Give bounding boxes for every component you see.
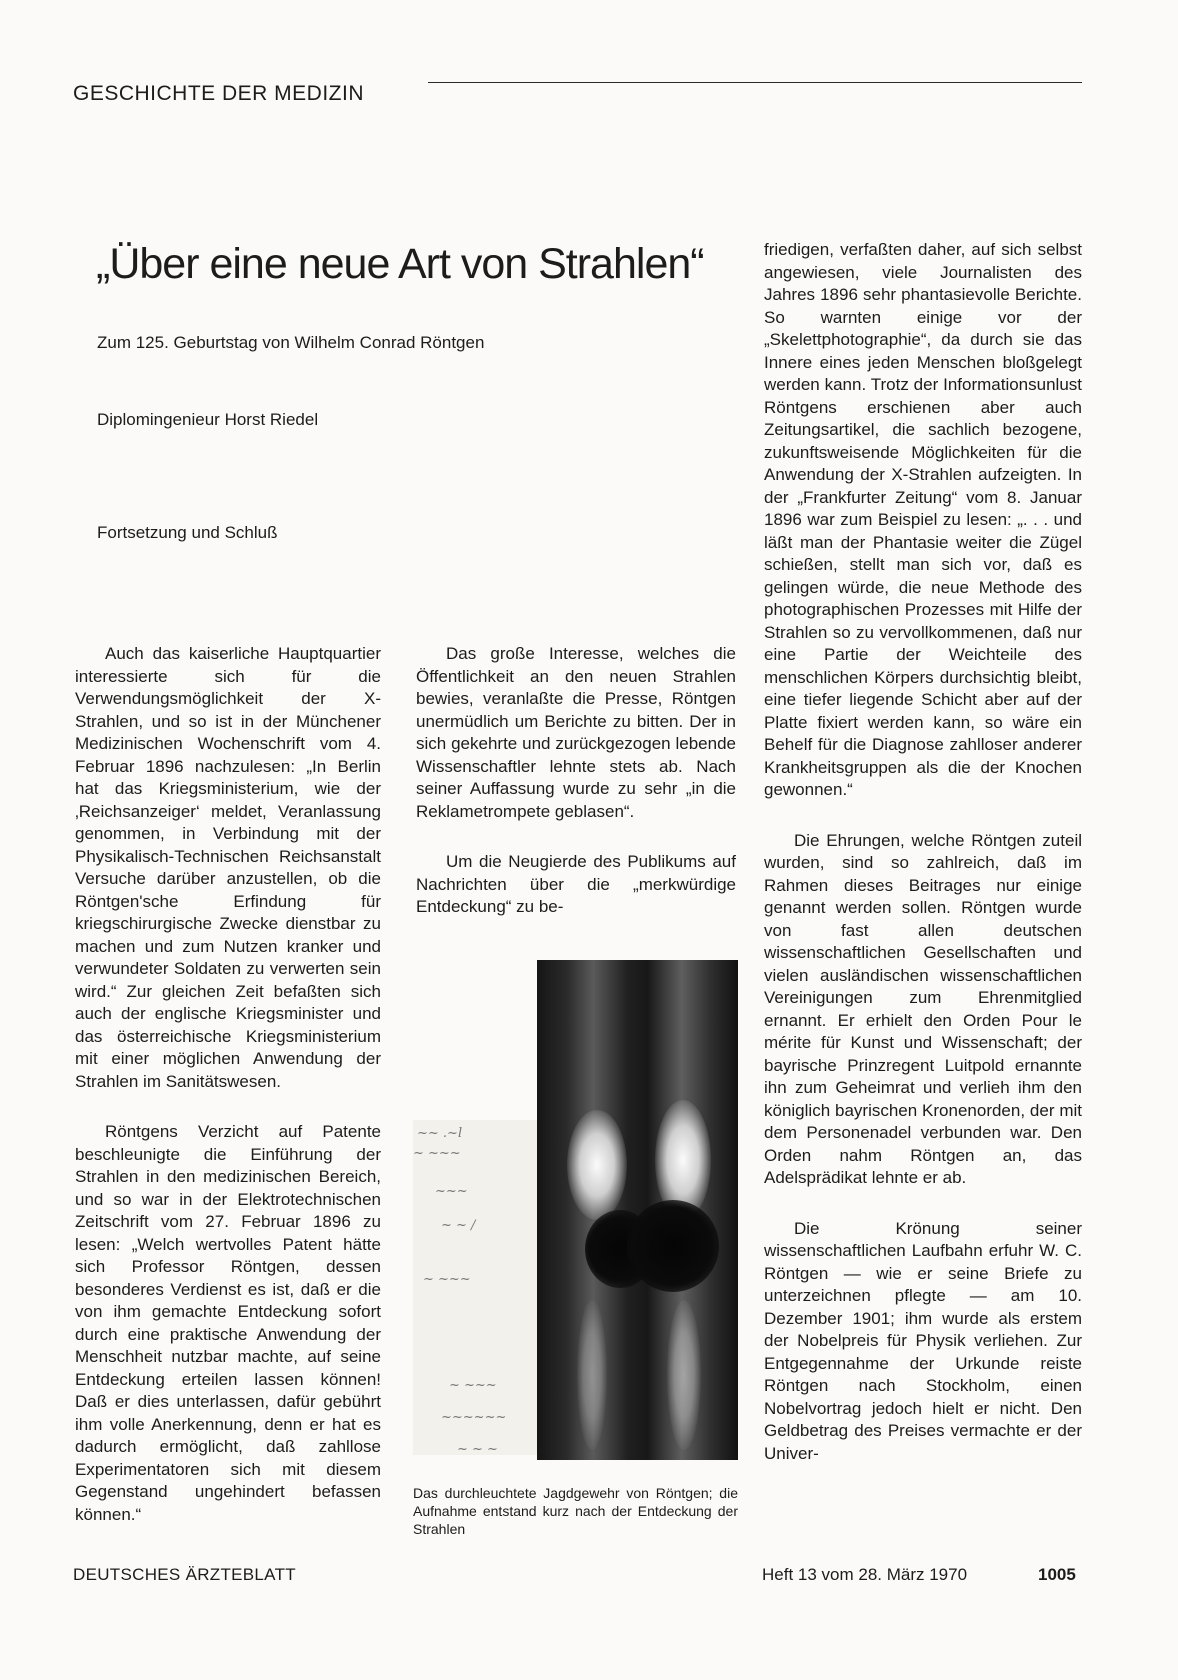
paragraph: friedigen, verfaßten daher, auf sich selbst angewiesen, viele Journalisten des Jahres 1896 sehr phantasievolle Berichte. So warnten einige vor der „Skelettphotographie“, da durch sie das Innere eines jeden Menschen bloßgelegt werden kann. Trotz der Informationsunlust Röntgens erschienen aber auch Zeitungsartikel, die sachlich bezogene, zukunftsweisende Möglichkeiten für die Anwendung der X-Strahlen aufzeigten. In der „Frankfurter Zeitung“ vom 8. Januar 1896 war zum Beispiel zu lesen: „. . . und läßt man der Phantasie weiter die Zügel schießen, stellt man sich vor, daß es gelingen würde, die neue Methode des photographischen Prozesses mit Hilfe der Strahlen so zu vervollkommenen, daß nur eine Partie der Weichteile des menschlichen Körpers durchsichtig bleibt, eine tiefer liegende Schicht aber auf der Platte fixiert werden kann, so wäre ein Behelf für die Diagnose zahlloser anderer Krankheitsgruppen als die der Knochen gewonnen.“ [764, 240, 1082, 799]
paragraph: Um die Neugierde des Publikums auf Nachrichten über die „merkwürdige Entdeckung“ zu be- [416, 852, 736, 916]
article-title: „Über eine neue Art von Strahlen“ [96, 240, 704, 288]
paragraph: Auch das kaiserliche Hauptquartier interessierte sich für die Verwendungsmöglichkeit der X-Strahlen, und so ist in der Münchener Medizinischen Wochenschrift vom 4. Februar 1896 nachzulesen: „In Berlin hat das Kriegsministerium, wie der ‚Reichsanzeiger‘ meldet, Veranlassung genommen, in Verbindung mit der Physikalisch-Technischen Reichsanstalt Versuche darüber anzustellen, ob die Röntgen'sche Erfindung für kriegschirurgische Zwecke dienstbar zu machen und zum Nutzen kranker und verwundeter Soldaten zu verwerten sein wird.“ Zur gleichen Zeit befaßten sich auch der englische Kriegsminister und das österreichische Kriegsministerium mit einer möglichen Anwendung der Strahlen im Sanitätswesen. [75, 644, 381, 1091]
paragraph: Röntgens Verzicht auf Patente beschleunigte die Einführung der Strahlen in den medizinischen Bereich, und so war in der Elektrotechnischen Zeitschrift vom 27. Februar 1896 zu lesen: „Welch wertvolles Patent hätte sich Professor Röntgen, dessen besonderes Verdienst es ist, daß er die von ihm gemachte Entdeckung sofort durch eine praktische Anwendung der Menschheit nutzbar machte, auf seine Entdeckung erteilen lassen können! Daß er dies unterlassen, dafür gebührt ihm volle Anerkennung, denn er hat es dadurch ermöglicht, daß zahllose Experimentatoren sich mit diesem Gegenstand ungehindert befassen können.“ [75, 1122, 381, 1524]
article-author: Diplomingenieur Horst Riedel [97, 410, 319, 429]
figure-caption: Das durchleuchtete Jagdgewehr von Röntgen; die Aufnahme entstand kurz nach der Entdeckung der Strahlen [413, 1485, 738, 1537]
article-subtitle: Zum 125. Geburtstag von Wilhelm Conrad Röntgen [97, 333, 485, 352]
xray-figure [413, 960, 738, 1480]
page-number: 1005 [1038, 1565, 1076, 1584]
handwritten-note: ~~ .~l ~ ~~~ ~~~ ~ ~ / ~ ~~~ ~ ~~~ ~~~~~~ ~ ~ ~ [413, 1120, 537, 1455]
text-column-3 [764, 239, 1082, 1493]
text-column-2 [416, 643, 736, 947]
header-rule [428, 82, 1082, 83]
continuation-note: Fortsetzung und Schluß [97, 523, 278, 542]
paragraph: Die Krönung seiner wissenschaftlichen Laufbahn erfuhr W. C. Röntgen — wie er seine Briefe zu unterzeichnen pflegte — am 10. Dezember 1901; ihm wurde als erstem der Nobelpreis für Physik verliehen. Zur Entgegennahme der Urkunde reiste Röntgen nach Stockholm, einen Nobelvortrag jedoch hielt er nicht. Den Geldbetrag des Preises vermachte er der Univer- [764, 1218, 1082, 1463]
section-label: GESCHICHTE DER MEDIZIN [73, 82, 365, 105]
issue-info: Heft 13 vom 28. März 1970 [762, 1565, 968, 1584]
xray-photograph [537, 960, 738, 1460]
paragraph: Die Ehrungen, welche Röntgen zuteil wurden, sind so zahlreich, daß im Rahmen dieses Beitrages nur einige genannt werden sollen. Röntgen wurde von fast allen deutschen wissenschaftlichen Gesellschaften und vielen ausländischen wissenschaftlichen Vereinigungen zum Ehrenmitglied ernannt. Er erhielt den Orden Pour le mérite für Kunst und Wissenschaft; der bayrische Prinzregent Luitpold ernannte ihn zum Geheimrat und verlieh ihm den königlich bayrischen Kronenorden, der mit dem Personenadel verbunden war. Den Orden nahm Röntgen an, das Adelsprädikat lehnte er ab. [764, 830, 1082, 1187]
text-column-1 [75, 643, 381, 1554]
paragraph: Das große Interesse, welches die Öffentlichkeit an den neuen Strahlen bewies, veranlaßte die Presse, Röntgen unermüdlich um Berichte zu bitten. Der in sich gekehrte und zurückgezogen lebende Wissenschaftler lehnte stets ab. Nach seiner Auffassung wurde zu sehr „in die Reklametrompete geblasen“. [416, 644, 736, 821]
journal-name: DEUTSCHES ÄRZTEBLATT [73, 1565, 296, 1584]
